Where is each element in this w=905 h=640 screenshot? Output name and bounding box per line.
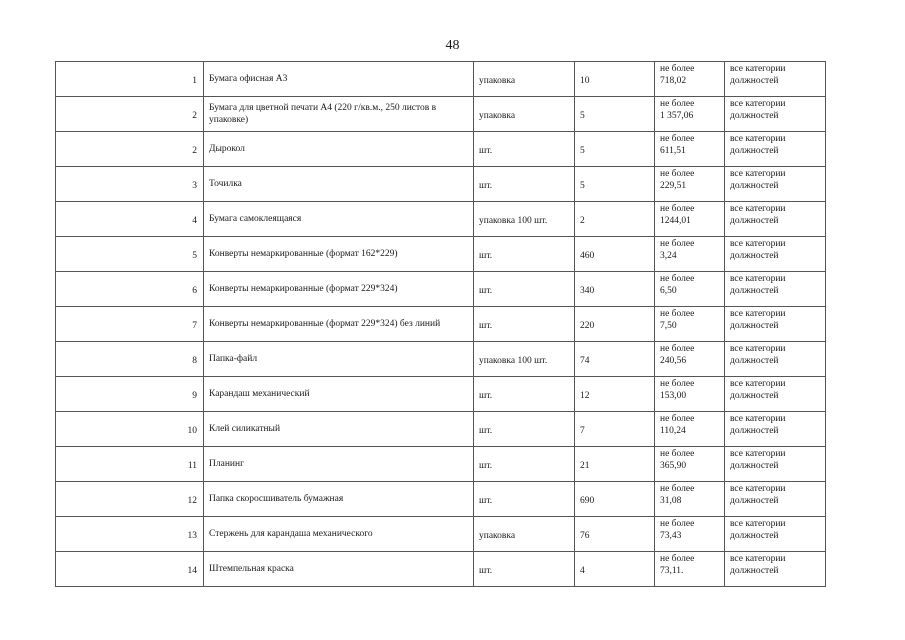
quantity: 76 [575,517,655,552]
item-name: Карандаш механический [204,377,474,412]
max-price [655,552,725,587]
price-value: 110,24 [660,426,686,436]
position-category [725,552,826,587]
max-price [655,307,725,342]
category-line-2: должностей [730,566,779,576]
price-value: 31,08 [660,496,682,506]
price-value: 1 357,06 [660,111,694,121]
row-number: 14 [56,552,204,587]
table-row [56,272,826,307]
price-prefix: не более [660,99,695,109]
price-prefix: не более [660,309,695,319]
row-number: 10 [56,412,204,447]
row-number: 3 [56,167,204,202]
supplies-table [55,61,826,587]
unit: упаковка 100 шт. [474,342,575,377]
position-category [725,447,826,482]
price-prefix: не более [660,344,695,354]
max-price [655,377,725,412]
item-name: Бумага для цветной печати А4 (220 г/кв.м., 250 листов в упаковке) [204,97,474,132]
category-line-2: должностей [730,111,779,121]
position-category [725,97,826,132]
table-row [56,377,826,412]
max-price [655,272,725,307]
item-name: Стержень для карандаша механического [204,517,474,552]
price-value: 229,51 [660,181,687,191]
item-name: Папка скоросшиватель бумажная [204,482,474,517]
row-number: 11 [56,447,204,482]
unit: шт. [474,167,575,202]
max-price [655,342,725,377]
table-row [56,517,826,552]
quantity: 7 [575,412,655,447]
table-row [56,202,826,237]
table-row [56,97,826,132]
unit: шт. [474,482,575,517]
quantity: 74 [575,342,655,377]
price-prefix: не более [660,274,695,284]
position-category [725,412,826,447]
item-name: Бумага офисная А3 [204,62,474,97]
table-body [56,62,826,587]
table-row [56,552,826,587]
max-price [655,237,725,272]
item-name: Конверты немаркированные (формат 162*229) [204,237,474,272]
item-name: Конверты немаркированные (формат 229*324) [204,272,474,307]
position-category [725,167,826,202]
unit: упаковка 100 шт. [474,202,575,237]
item-name: Точилка [204,167,474,202]
category-line-2: должностей [730,216,779,226]
position-category [725,307,826,342]
row-number: 13 [56,517,204,552]
table-row [56,237,826,272]
table-row [56,307,826,342]
max-price [655,132,725,167]
unit: шт. [474,237,575,272]
category-line-1: все категории [730,344,786,354]
price-value: 73,11. [660,566,684,576]
price-prefix: не более [660,64,695,74]
table-row [56,342,826,377]
max-price [655,97,725,132]
price-value: 153,00 [660,391,687,401]
category-line-1: все категории [730,309,786,319]
category-line-1: все категории [730,274,786,284]
price-value: 3,24 [660,251,677,261]
quantity: 2 [575,202,655,237]
quantity: 460 [575,237,655,272]
item-name: Папка-файл [204,342,474,377]
category-line-2: должностей [730,496,779,506]
row-number: 12 [56,482,204,517]
category-line-2: должностей [730,76,779,86]
item-name: Планинг [204,447,474,482]
quantity: 690 [575,482,655,517]
category-line-2: должностей [730,426,779,436]
position-category [725,342,826,377]
category-line-1: все категории [730,99,786,109]
unit: упаковка [474,62,575,97]
price-prefix: не более [660,204,695,214]
category-line-1: все категории [730,554,786,564]
category-line-1: все категории [730,379,786,389]
category-line-1: все категории [730,484,786,494]
category-line-1: все категории [730,449,786,459]
position-category [725,377,826,412]
max-price [655,167,725,202]
price-prefix: не более [660,169,695,179]
position-category [725,62,826,97]
category-line-2: должностей [730,181,779,191]
price-value: 7,50 [660,321,677,331]
category-line-1: все категории [730,169,786,179]
category-line-1: все категории [730,519,786,529]
table-row [56,447,826,482]
unit: шт. [474,447,575,482]
row-number: 1 [56,62,204,97]
max-price [655,447,725,482]
price-value: 718,02 [660,76,687,86]
category-line-1: все категории [730,134,786,144]
table-row [56,482,826,517]
price-prefix: не более [660,554,695,564]
row-number: 5 [56,237,204,272]
price-prefix: не более [660,519,695,529]
row-number: 6 [56,272,204,307]
max-price [655,482,725,517]
price-prefix: не более [660,379,695,389]
quantity: 340 [575,272,655,307]
row-number: 8 [56,342,204,377]
price-prefix: не более [660,414,695,424]
category-line-2: должностей [730,531,779,541]
price-prefix: не более [660,484,695,494]
item-name: Штемпельная краска [204,552,474,587]
row-number: 2 [56,132,204,167]
table-row [56,132,826,167]
item-name: Конверты немаркированные (формат 229*324) без линий [204,307,474,342]
max-price [655,62,725,97]
item-name: Дырокол [204,132,474,167]
table-row [56,167,826,202]
position-category [725,272,826,307]
price-value: 1244,01 [660,216,691,226]
category-line-1: все категории [730,64,786,74]
quantity: 5 [575,132,655,167]
row-number: 9 [56,377,204,412]
position-category [725,237,826,272]
quantity: 4 [575,552,655,587]
unit: упаковка [474,97,575,132]
price-prefix: не более [660,239,695,249]
price-prefix: не более [660,134,695,144]
quantity: 10 [575,62,655,97]
max-price [655,202,725,237]
quantity: 5 [575,167,655,202]
category-line-1: все категории [730,414,786,424]
unit: шт. [474,307,575,342]
category-line-2: должностей [730,356,779,366]
price-value: 611,51 [660,146,686,156]
unit: шт. [474,412,575,447]
unit: шт. [474,377,575,412]
unit: шт. [474,272,575,307]
category-line-2: должностей [730,321,779,331]
position-category [725,132,826,167]
row-number: 2 [56,97,204,132]
quantity: 12 [575,377,655,412]
max-price [655,517,725,552]
row-number: 4 [56,202,204,237]
price-prefix: не более [660,449,695,459]
category-line-2: должностей [730,461,779,471]
category-line-2: должностей [730,286,779,296]
max-price [655,412,725,447]
position-category [725,202,826,237]
price-value: 73,43 [660,531,682,541]
row-number: 7 [56,307,204,342]
price-value: 365,90 [660,461,687,471]
category-line-2: должностей [730,251,779,261]
price-value: 6,50 [660,286,677,296]
category-line-2: должностей [730,391,779,401]
quantity: 220 [575,307,655,342]
table-row [56,412,826,447]
unit: шт. [474,132,575,167]
unit: упаковка [474,517,575,552]
category-line-1: все категории [730,204,786,214]
unit: шт. [474,552,575,587]
item-name: Клей силикатный [204,412,474,447]
item-name: Бумага самоклеящаяся [204,202,474,237]
category-line-1: все категории [730,239,786,249]
price-value: 240,56 [660,356,687,366]
page-number: 48 [445,38,460,53]
category-line-2: должностей [730,146,779,156]
quantity: 21 [575,447,655,482]
position-category [725,517,826,552]
position-category [725,482,826,517]
quantity: 5 [575,97,655,132]
table-row [56,62,826,97]
